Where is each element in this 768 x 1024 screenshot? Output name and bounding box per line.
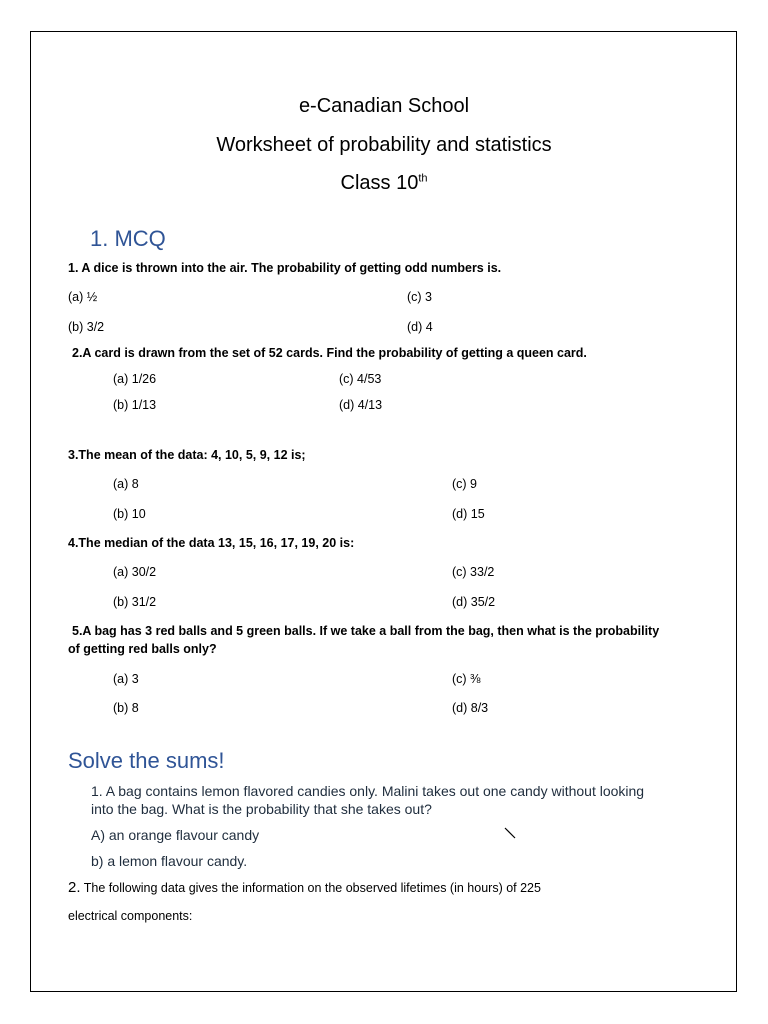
sum-2-number: 2. (68, 879, 81, 896)
q2-option-c: (c) 4/53 (339, 372, 382, 386)
sums-heading: Solve the sums! (68, 748, 225, 773)
class-text: Class 10 (340, 172, 419, 194)
question-2: 2.A card is drawn from the set of 52 cards. Find the probability of getting a queen card. (72, 346, 587, 360)
mcq-heading: 1. MCQ (90, 226, 166, 251)
class-superscript: th (418, 172, 428, 185)
q5-option-d: (d) 8/3 (452, 701, 489, 715)
class-label (0, 172, 768, 195)
question-3: 3.The mean of the data: 4, 10, 5, 9, 12 is; (68, 448, 306, 462)
sum-2-line-2: electrical components: (68, 909, 193, 923)
worksheet-title: Worksheet of probability and statistics (216, 134, 552, 156)
q1-option-b: (b) 3/2 (68, 320, 105, 334)
sum-2-line-1 (68, 879, 541, 896)
q3-option-a: (a) 8 (113, 477, 139, 491)
q2-option-d: (d) 4/13 (339, 398, 383, 412)
sum-1-line-2: into the bag. What is the probability that she takes out? (91, 801, 432, 817)
q5-option-c: (c) ⅜ (452, 672, 481, 686)
q4-option-a: (a) 30/2 (113, 565, 157, 579)
question-4: 4.The median of the data 13, 15, 16, 17, 19, 20 is: (68, 536, 355, 550)
q4-option-c: (c) 33/2 (452, 565, 495, 579)
q1-option-c: (c) 3 (407, 290, 432, 304)
question-5-line-1: 5.A bag has 3 red balls and 5 green balls. If we take a ball from the bag, then what is the probability (72, 624, 660, 638)
q3-option-c: (c) 9 (452, 477, 477, 491)
school-name: e-Canadian School (298, 95, 470, 117)
q1-option-d: (d) 4 (407, 320, 433, 334)
question-1: 1. A dice is thrown into the air. The probability of getting odd numbers is. (68, 261, 502, 275)
stray-stroke-mark (503, 826, 517, 840)
q2-option-b: (b) 1/13 (113, 398, 157, 412)
sum-2-text: The following data gives the information on the observed lifetimes (in hours) of 225 (80, 881, 541, 895)
sum-1-line-1: 1. A bag contains lemon flavored candies only. Malini takes out one candy without looking (91, 783, 645, 799)
q5-option-a: (a) 3 (113, 672, 139, 686)
question-5-line-2: of getting red balls only? (68, 642, 217, 656)
q3-option-b: (b) 10 (113, 507, 146, 521)
q4-option-b: (b) 31/2 (113, 595, 157, 609)
q4-option-d: (d) 35/2 (452, 595, 496, 609)
q2-option-a: (a) 1/26 (113, 372, 157, 386)
q5-option-b: (b) 8 (113, 701, 139, 715)
sum-1-option-a: A) an orange flavour candy (91, 827, 260, 843)
q3-option-d: (d) 15 (452, 507, 485, 521)
q1-option-a: (a) ½ (68, 290, 98, 304)
sum-1-option-b: b) a lemon flavour candy. (91, 853, 248, 869)
